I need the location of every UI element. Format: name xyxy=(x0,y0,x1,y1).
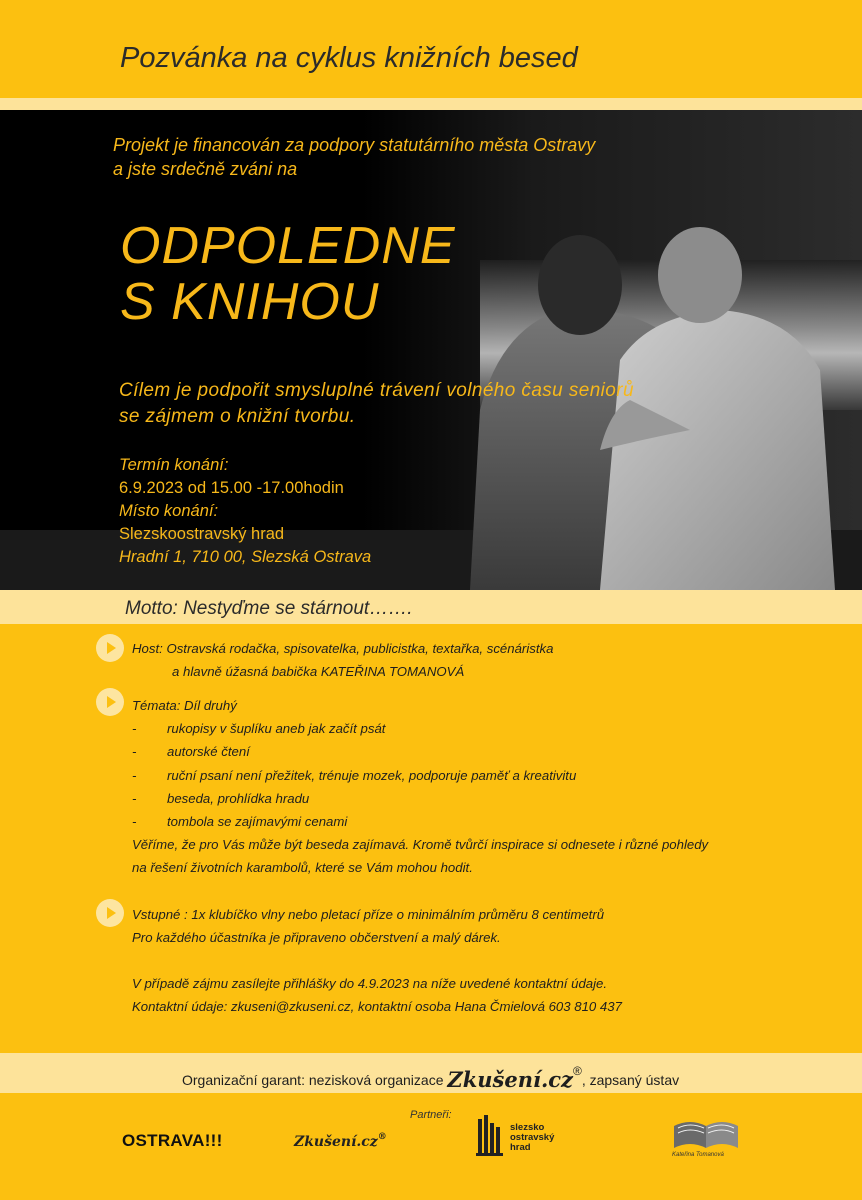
motto-band xyxy=(0,590,862,624)
castle-logo-line: ostravský xyxy=(510,1132,555,1143)
topic-dash: - xyxy=(132,744,137,759)
goal-line: Cílem je podpořit smysluplné trávení volného času seniorů xyxy=(119,380,634,401)
hero-banner xyxy=(0,110,862,590)
organizer-band xyxy=(0,1053,862,1093)
organizer-text xyxy=(182,1064,679,1092)
topics-note: Věříme, že pro Vás může být beseda zajímavá. Kromě tvůrčí inspirace si odnesete i různé pohledy xyxy=(132,837,709,852)
organizer-brand: Zkušení.cz xyxy=(447,1067,573,1092)
place-name: Slezskoostravský hrad xyxy=(119,525,285,543)
play-circle-icon xyxy=(96,899,124,927)
date-value: 6.9.2023 od 15.00 -17.00hodin xyxy=(119,479,344,497)
zkuseni-logo-mark: ® xyxy=(377,1132,387,1142)
goal-text xyxy=(119,378,634,430)
contact-line: V případě zájmu zasílejte přihlášky do 4.9.2023 na níže uvedené kontaktní údaje. xyxy=(132,976,608,991)
event-title-line: S KNIHOU xyxy=(120,273,380,331)
book-logo-signature: Kateřina Tomanová xyxy=(672,1152,724,1158)
topics-heading: Témata: Díl druhý xyxy=(132,698,237,713)
topic-item: autorské čtení xyxy=(167,744,250,759)
organizer-suffix: , zapsaný ústav xyxy=(581,1072,680,1088)
host-line: Host: Ostravská rodačka, spisovatelka, publicistka, textařka, scénáristka xyxy=(132,641,554,656)
topic-dash: - xyxy=(132,791,137,806)
open-book-icon xyxy=(668,1112,744,1152)
topic-item: beseda, prohlídka hradu xyxy=(167,791,310,806)
topic-dash: - xyxy=(132,721,137,736)
event-title xyxy=(120,218,456,330)
motto-text: Motto: Nestyďme se stárnout……. xyxy=(125,598,413,619)
date-label: Termín konání: xyxy=(119,456,229,474)
castle-logo-text xyxy=(510,1123,554,1153)
event-title-line: ODPOLEDNE xyxy=(120,217,456,275)
divider-band xyxy=(0,98,862,110)
castle-logo-line: slezsko xyxy=(510,1122,545,1133)
intro-text xyxy=(113,133,595,181)
ostrava-logo: OSTRAVA!!! xyxy=(122,1131,223,1150)
topic-item: tombola se zajímavými cenami xyxy=(167,814,348,829)
intro-line: a jste srdečně zváni na xyxy=(113,159,298,179)
topic-item: rukopisy v šuplíku aneb jak začít psát xyxy=(167,721,386,736)
partners-label: Partneři: xyxy=(410,1109,452,1121)
castle-logo-line: hrad xyxy=(510,1142,531,1153)
castle-logo xyxy=(476,1113,586,1157)
castle-tower-icon xyxy=(476,1113,506,1157)
goal-line: se zájmem o knižní tvorbu. xyxy=(119,406,356,427)
contact-line: Kontaktní údaje: zkuseni@zkuseni.cz, kontaktní osoba Hana Čmielová 603 810 437 xyxy=(132,999,622,1014)
organizer-prefix: Organizační garant: nezisková organizace xyxy=(182,1072,448,1088)
page-title: Pozvánka na cyklus knižních besed xyxy=(120,42,578,74)
place-address: Hradní 1, 710 00, Slezská Ostrava xyxy=(119,548,372,566)
play-circle-icon xyxy=(96,688,124,716)
topic-dash: - xyxy=(132,814,137,829)
zkuseni-logo-text: Zkušení.cz xyxy=(294,1134,378,1150)
topic-item: ruční psaní není přežitek, trénuje mozek, podporuje paměť a kreativitu xyxy=(167,768,577,783)
entry-line: Pro každého účastníka je připraveno občerstvení a malý dárek. xyxy=(132,930,501,945)
topic-dash: - xyxy=(132,768,137,783)
place-label: Místo konání: xyxy=(119,502,219,520)
registered-mark: ® xyxy=(572,1064,582,1078)
host-line: a hlavně úžasná babička KATEŘINA TOMANOVÁ xyxy=(172,664,465,679)
zkuseni-logo xyxy=(294,1132,387,1150)
topics-note: na řešení životních karambolů, které se Vám mohou hodit. xyxy=(132,860,473,875)
entry-line: Vstupné : 1x klubíčko vlny nebo pletací příze o minimálním průměru 8 centimetrů xyxy=(132,907,605,922)
play-circle-icon xyxy=(96,634,124,662)
event-info xyxy=(119,454,371,569)
tomanova-logo xyxy=(668,1112,744,1164)
intro-line: Projekt je financován za podpory statutárního města Ostravy xyxy=(113,135,596,155)
